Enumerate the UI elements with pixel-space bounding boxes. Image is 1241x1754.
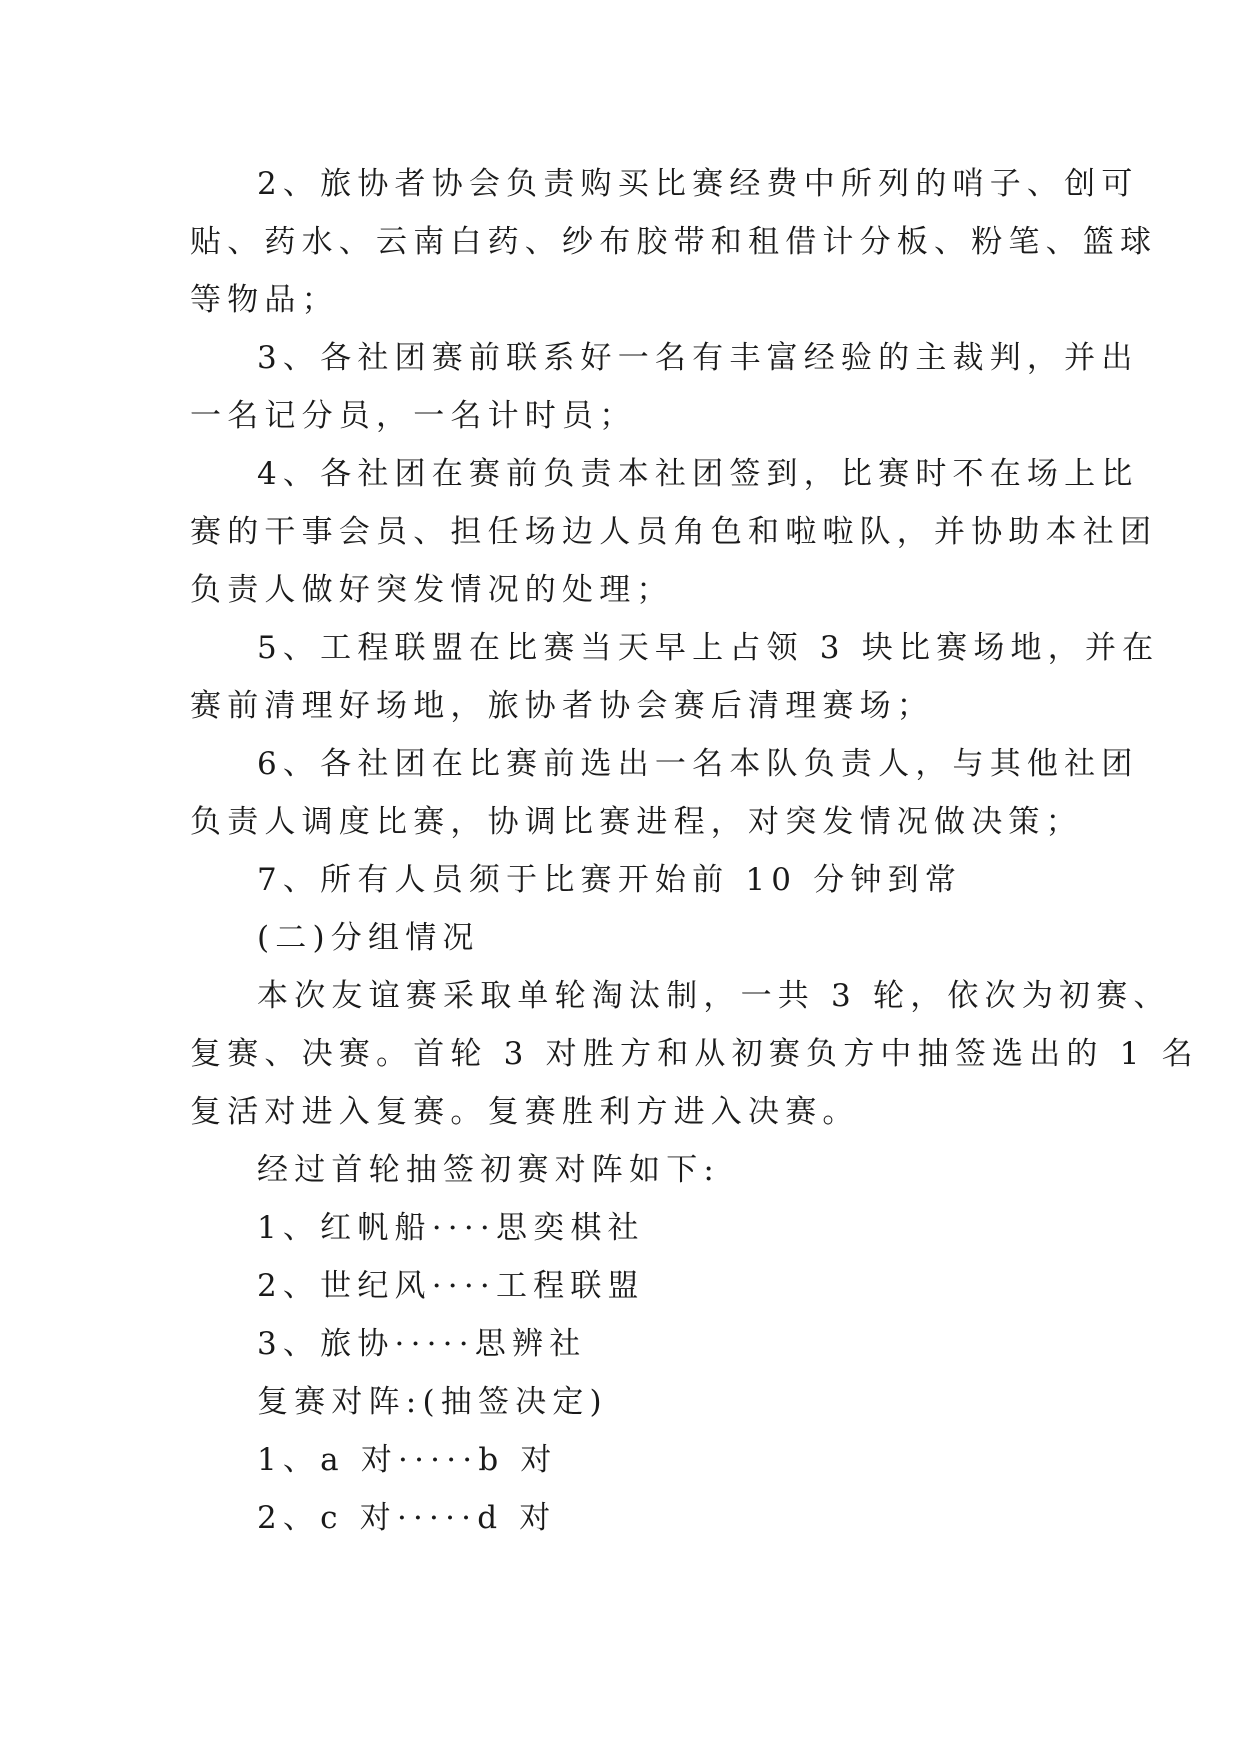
paragraph-line: 4、各社团在赛前负责本社团签到，比赛时不在场上比 <box>257 456 1139 492</box>
paragraph-line: 复活对进入复赛。复赛胜利方进入决赛。 <box>190 1094 860 1130</box>
paragraph-line: 2、旅协者协会负责购买比赛经费中所列的哨子、创可 <box>257 166 1139 202</box>
paragraph-line: 经过首轮抽签初赛对阵如下: <box>257 1152 721 1188</box>
paragraph-line: 3、各社团赛前联系好一名有丰富经验的主裁判，并出 <box>257 340 1139 376</box>
list-item: 2、世纪风····工程联盟 <box>257 1268 645 1304</box>
paragraph-line: 6、各社团在比赛前选出一名本队负责人，与其他社团 <box>257 746 1139 782</box>
paragraph-line: 复赛对阵:(抽签决定) <box>257 1384 608 1420</box>
paragraph-line: 赛的干事会员、担任场边人员角色和啦啦队，并协助本社团 <box>190 514 1158 550</box>
paragraph-line: 负责人调度比赛，协调比赛进程，对突发情况做决策； <box>190 804 1083 840</box>
list-item: 1、a 对·····b 对 <box>257 1442 558 1478</box>
paragraph-line: 等物品； <box>190 282 339 318</box>
list-item: 3、旅协·····思辨社 <box>257 1326 587 1362</box>
paragraph-line: 贴、药水、云南白药、纱布胶带和租借计分板、粉笔、篮球 <box>190 224 1158 260</box>
paragraph-line: 本次友谊赛采取单轮淘汰制，一共 3 轮，依次为初赛、 <box>257 978 1171 1014</box>
paragraph-line: 一名记分员，一名计时员； <box>190 398 637 434</box>
paragraph-line: 负责人做好突发情况的处理； <box>190 572 674 608</box>
paragraph-line: 复赛、决赛。首轮 3 对胜方和从初赛负方中抽签选出的 1 名 <box>190 1036 1199 1072</box>
section-heading: (二)分组情况 <box>257 920 480 956</box>
list-item: 2、c 对·····d 对 <box>257 1500 557 1536</box>
paragraph-line: 赛前清理好场地，旅协者协会赛后清理赛场； <box>190 688 934 724</box>
paragraph-line: 7、所有人员须于比赛开始前 10 分钟到常 <box>257 862 963 898</box>
paragraph-line: 5、工程联盟在比赛当天早上占领 3 块比赛场地，并在 <box>257 630 1160 666</box>
list-item: 1、红帆船····思奕棋社 <box>257 1210 645 1246</box>
